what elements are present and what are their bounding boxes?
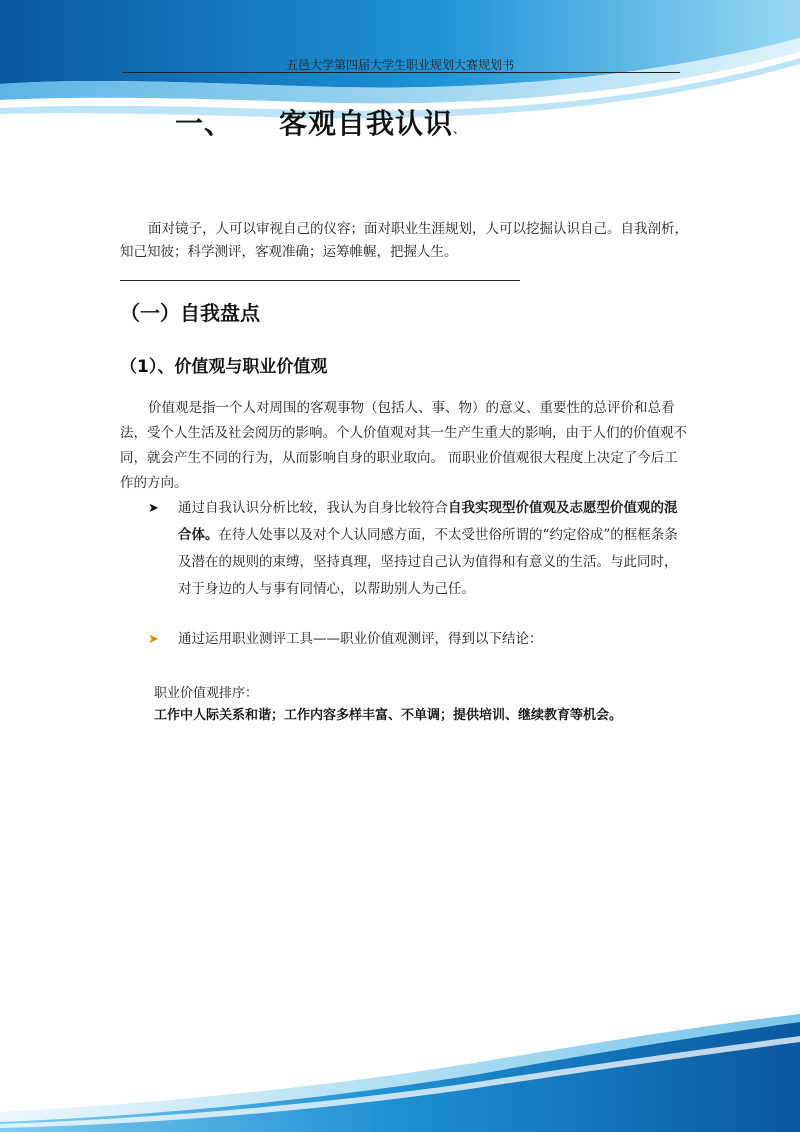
- bullet-body: [178, 495, 688, 603]
- header-rule: [122, 72, 680, 73]
- chapter-title-text: 客观自我认识: [279, 107, 454, 140]
- chapter-title-trail: 、: [453, 122, 467, 136]
- arrow-bullet-icon: ➤: [148, 632, 159, 647]
- bullet-lead-text: 通过自我认识分析比较，我认为自身比较符合: [178, 500, 448, 516]
- bullet-body: 通过运用职业测评工具——职业价值观测评，得到以下结论：: [178, 631, 543, 647]
- ranking-label: 职业价值观排序：: [154, 686, 259, 701]
- running-header: 五邑大学第四届大学生职业规划大赛规划书: [285, 58, 514, 72]
- bullet-rest-text: 在待人处事以及对个人认同感方面，不太受世俗所谓的“约定俗成”的框框条条及潜在的规则的束缚，坚持真理，坚持过自己认为值得和有意义的生活。与此同时，对于身边的人与事有同情心，以帮助别人为己任。: [178, 527, 678, 597]
- intro-paragraph: 面对镜子，人可以审视自己的仪容；面对职业生涯规划，人可以挖掘认识自己。自我剖析，知己知彼；科学测评，客观准确；运筹帷幄，把握人生。: [120, 221, 688, 260]
- chapter-title: [175, 102, 466, 142]
- arrow-bullet-icon: ➤: [148, 501, 159, 516]
- bullet-emphasis-text: 自我实现型价值观及志愿型价值观的混合体。: [178, 500, 678, 543]
- chapter-number: 一、: [175, 107, 234, 140]
- subsection-heading: （1）、价值观与职业价值观: [120, 357, 328, 377]
- section-rule: [120, 280, 520, 281]
- bullet-item-self-analysis: [148, 495, 688, 603]
- footer-wave-decoration: [0, 992, 800, 1132]
- bullet-item-assessment: [148, 626, 688, 653]
- values-paragraph: 价值观是指一个人对周围的客观事物（包括人、事、物）的意义、重要性的总评价和总看法，受个人生活及社会阅历的影响。个人价值观对其一生产生重大的影响，由于人们的价值观不同，就会产生不同的行为，从而影响自身的职业取向。 而职业价值观很大程度上决定了今后工作的方向。: [120, 400, 687, 491]
- section-heading: （一）自我盘点: [120, 301, 260, 325]
- ranking-values: 工作中人际关系和谐；工作内容多样丰富、不单调；提供培训、继续教育等机会。: [154, 708, 623, 723]
